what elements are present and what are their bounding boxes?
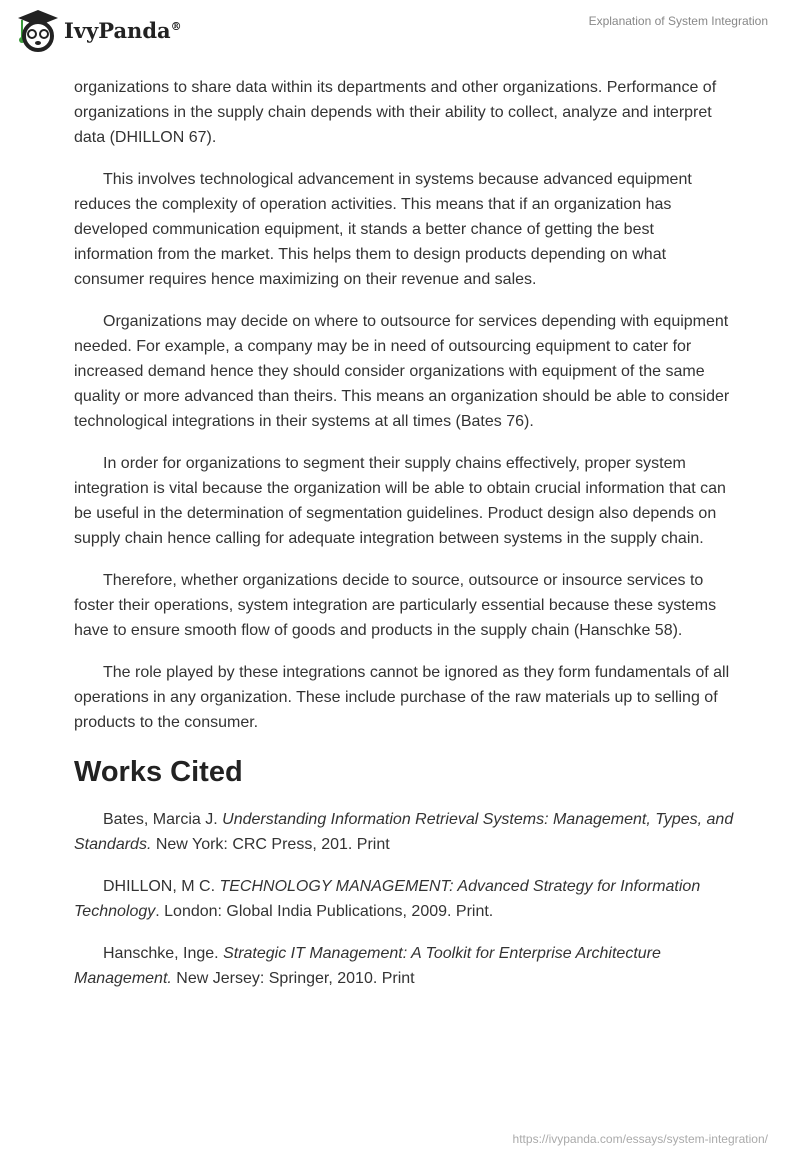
paragraph: In order for organizations to segment their supply chains effectively, proper system integration is vital because the organization will be able to obtain crucial information that can be useful in the determination of segmentation guidelines. Product design also depends on supply chain hence calling for adequate integration between systems in the supply chain. (74, 455, 726, 547)
source-url[interactable]: https://ivypanda.com/essays/system-integration/ (512, 1132, 768, 1146)
citation: Bates, Marcia J. Understanding Information Retrieval Systems: Management, Types, and Standards. New York: CRC Press, 201. Print (74, 811, 734, 853)
brand-name: IvyPanda® (64, 17, 182, 43)
paragraph: organizations to share data within its departments and other organizations. Performance of organizations in the supply chain depends with their ability to collect, analyze and interpret data (DHILLON 67). (74, 79, 717, 146)
works-cited-heading: Works Cited (74, 756, 243, 788)
paragraph: Therefore, whether organizations decide to source, outsource or insource services to foster their operations, system integration are particularly essential because these systems have to ensure smooth flow of goods and products in the supply chain (Hanschke 58). (74, 572, 717, 639)
paragraph: Organizations may decide on where to outsource for services depending with equipment needed. For example, a company may be in need of outsourcing equipment to cater for increased demand hence they should consider organizations with equipment of the same quality or more advanced than theirs. This means an organization should be able to consider technological integrations in their systems at all times (Bates 76). (74, 313, 730, 430)
essay-body (74, 75, 734, 1008)
document-title: Explanation of System Integration (588, 14, 768, 28)
header (0, 0, 800, 60)
paragraph: This involves technological advancement in systems because advanced equipment reduces the complexity of operation activities. This means that if an organization has developed communication equipment, it stands a better chance of getting the best information from the market. This helps them to design products depending on what consumer requires hence maximizing on their revenue and sales. (74, 171, 692, 288)
citation: DHILLON, M C. TECHNOLOGY MANAGEMENT: Advanced Strategy for Information Technology. London: Global India Publications, 2009. Print. (74, 878, 701, 920)
panda-logo-icon (14, 8, 58, 52)
citation: Hanschke, Inge. Strategic IT Management: A Toolkit for Enterprise Architecture Management. New Jersey: Springer, 2010. Print (74, 945, 661, 987)
logo[interactable] (14, 8, 182, 52)
paragraph: The role played by these integrations cannot be ignored as they form fundamentals of all operations in any organization. These include purchase of the raw materials up to selling of products to the consumer. (74, 664, 730, 731)
